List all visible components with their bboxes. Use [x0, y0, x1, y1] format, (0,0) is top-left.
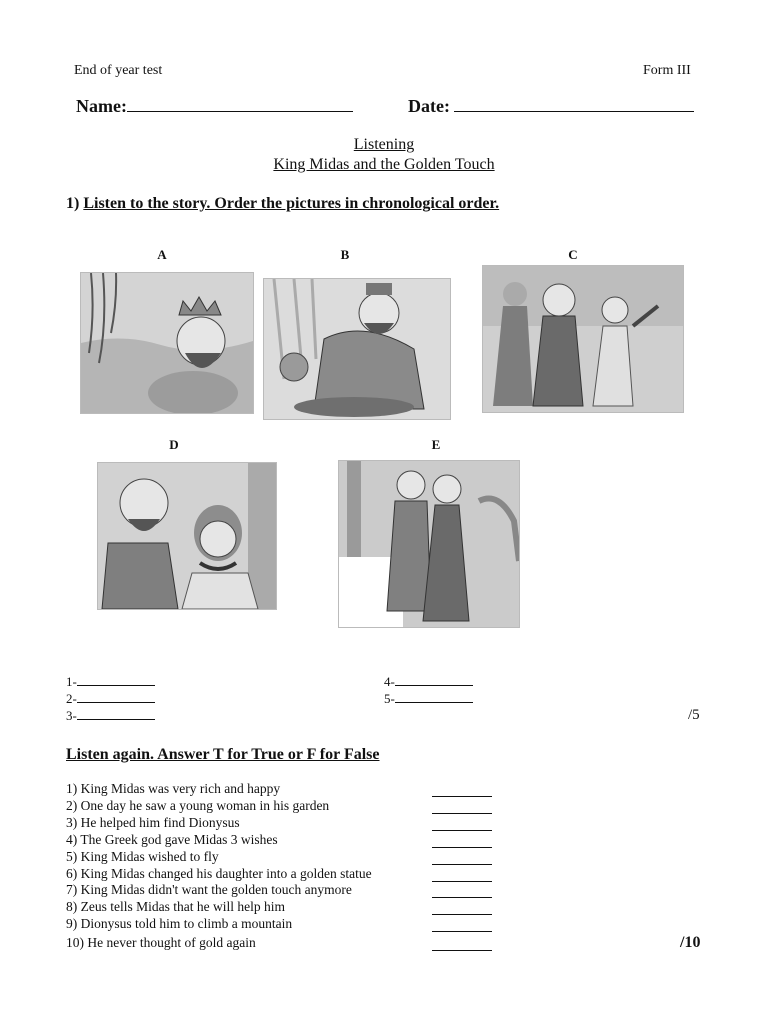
order-blank-line — [77, 719, 155, 720]
order-slot-label: 4- — [384, 674, 395, 689]
answer-line-4[interactable] — [432, 847, 492, 848]
statement-8: 8) Zeus tells Midas that he will help him — [66, 899, 285, 915]
picture-c-king-with-servant — [482, 265, 684, 413]
answer-line-9[interactable] — [432, 931, 492, 932]
name-blank-line — [127, 111, 353, 112]
picture-label-a: A — [157, 247, 167, 262]
task2-heading — [66, 746, 380, 764]
picture-a-king-bathing — [80, 272, 254, 414]
picture-label-e: E — [431, 437, 441, 452]
story-title: King Midas and the Golden Touch — [273, 156, 495, 173]
picture-label-d: D — [169, 437, 179, 452]
order-slot-3[interactable] — [66, 708, 155, 724]
statement-5: 5) King Midas wished to fly — [66, 848, 219, 864]
statement-7: 7) King Midas didn't want the golden touch anymore — [66, 882, 352, 898]
order-slot-label: 5- — [384, 691, 395, 706]
answer-line-6[interactable] — [432, 881, 492, 882]
picture-d-king-and-daughter — [97, 462, 277, 610]
date-label: Date: — [408, 96, 450, 116]
statement-1: 1) King Midas was very rich and happy — [66, 781, 281, 796]
answer-line-8[interactable] — [432, 914, 492, 915]
order-slot-1[interactable] — [66, 674, 155, 690]
order-slot-4[interactable] — [384, 674, 473, 690]
picture-e-king-and-old-man — [338, 460, 520, 628]
section-title: Listening — [353, 136, 415, 153]
task1-number: 1) — [66, 195, 80, 212]
statement-4: 4) The Greek god gave Midas 3 wishes — [66, 831, 278, 847]
answer-line-2[interactable] — [432, 813, 492, 814]
form-label: Form III — [643, 63, 691, 78]
statement-10: 10) He never thought of gold again — [66, 935, 256, 951]
picture-label-b: B — [340, 247, 350, 262]
score-task2: /10 — [680, 934, 701, 951]
order-blank-line — [395, 685, 473, 686]
answer-line-3[interactable] — [432, 830, 492, 831]
task1-heading — [66, 195, 499, 213]
answer-line-7[interactable] — [432, 897, 492, 898]
date-field — [408, 96, 694, 117]
picture-b-king-touching-stones — [263, 278, 451, 420]
task1-instruction: Listen to the story. Order the pictures in chronological order. — [83, 195, 500, 212]
order-slot-5[interactable] — [384, 691, 473, 707]
order-blank-line — [77, 685, 155, 686]
statement-2: 2) One day he saw a young woman in his garden — [66, 797, 330, 813]
test-title: End of year test — [74, 63, 163, 78]
order-blank-line — [395, 702, 473, 703]
name-field — [76, 96, 353, 117]
score-task1: /5 — [688, 707, 700, 723]
task2-instruction: Listen again. Answer T for True or F for False — [66, 746, 380, 763]
order-blank-line — [77, 702, 155, 703]
answer-line-1[interactable] — [432, 796, 492, 797]
order-slot-2[interactable] — [66, 691, 155, 707]
answer-line-5[interactable] — [432, 864, 492, 865]
order-slot-label: 3- — [66, 708, 77, 723]
date-blank-line — [454, 111, 694, 112]
statement-3: 3) He helped him find Dionysus — [66, 814, 240, 830]
order-slot-label: 2- — [66, 691, 77, 706]
statement-6: 6) King Midas changed his daughter into a golden statue — [66, 865, 372, 881]
true-false-list — [66, 781, 372, 952]
statement-9: 9) Dionysus told him to climb a mountain — [66, 916, 293, 932]
picture-label-c: C — [568, 247, 578, 262]
answer-line-10[interactable] — [432, 950, 492, 951]
order-slot-label: 1- — [66, 674, 77, 689]
name-label: Name: — [76, 96, 127, 116]
